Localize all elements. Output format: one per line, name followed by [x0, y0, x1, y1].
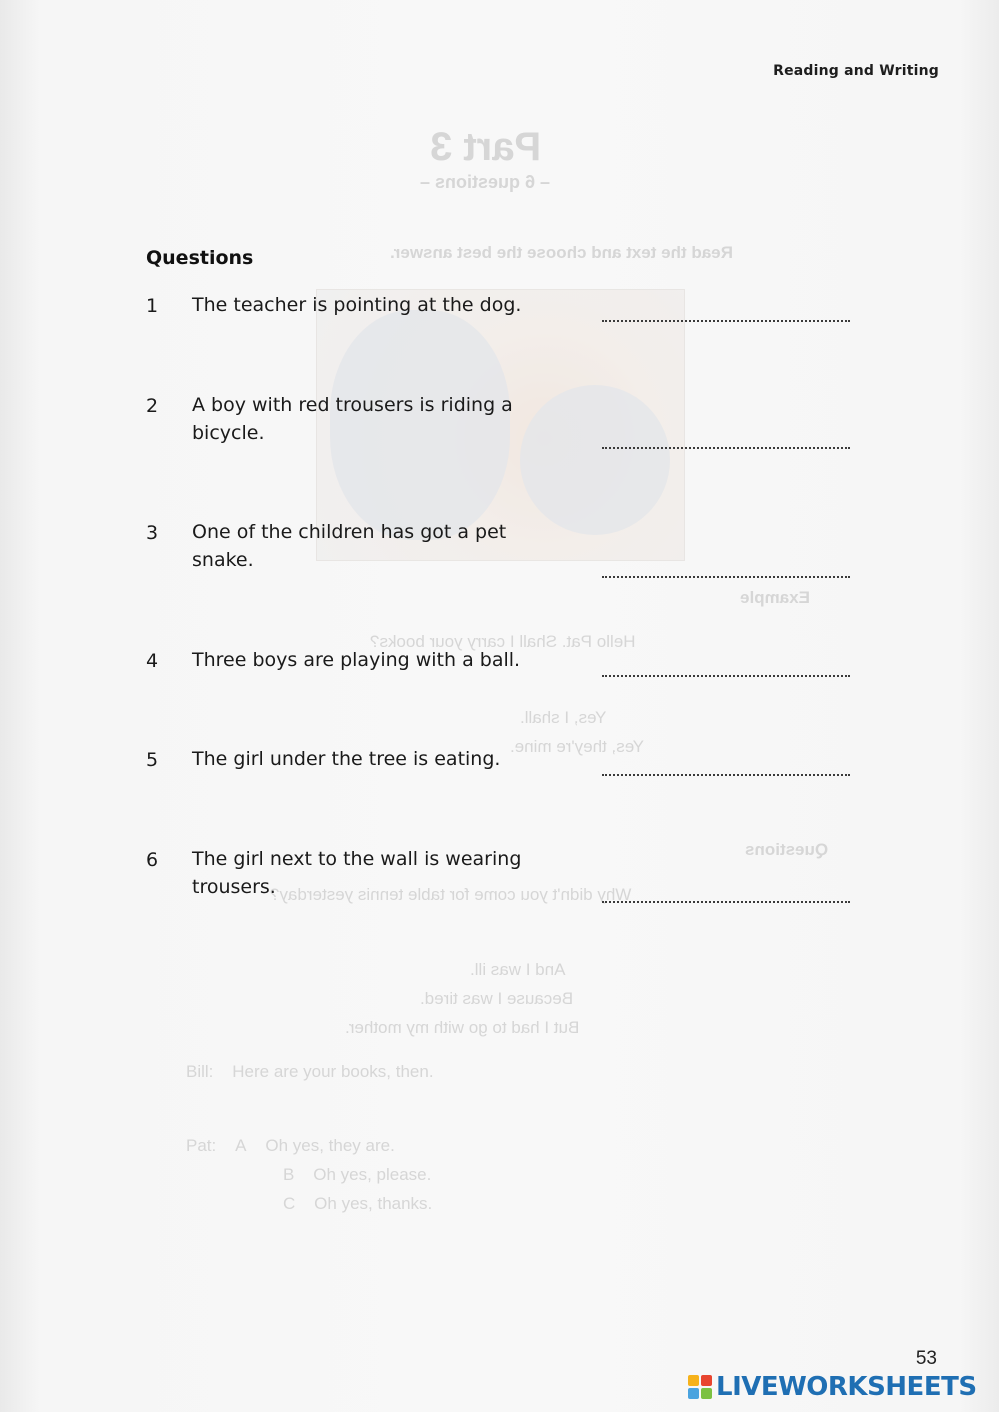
question-item [146, 650, 856, 730]
answer-field[interactable] [602, 320, 850, 322]
question-text: One of the children has got a pet snake. [192, 521, 507, 571]
liveworksheets-brand[interactable] [688, 1372, 977, 1402]
bleed-through-text: Because I was tired. [420, 989, 574, 1008]
bleed-through-text: Pat: A Oh yes, they are. [186, 1136, 395, 1155]
question-number: 3 [146, 522, 159, 544]
section-label: Reading and Writing [773, 63, 939, 79]
bleed-through-text: But I had to go with my mother. [345, 1018, 580, 1037]
answer-field[interactable] [602, 675, 850, 677]
bleed-through-text: Bill: Here are your books, then. [186, 1062, 434, 1081]
bleed-through-text: Example [740, 588, 810, 607]
bleed-through-text: Hello Pat. Shall I carry your books? [370, 632, 636, 651]
answer-field[interactable] [602, 901, 850, 903]
bleed-through-text: B Oh yes, please. [283, 1165, 432, 1184]
answer-field[interactable] [602, 774, 850, 776]
question-item [146, 749, 856, 829]
question-number: 2 [146, 395, 159, 417]
question-text: Three boys are playing with a ball. [192, 649, 521, 671]
bleed-through-text: Part 3 [430, 125, 542, 169]
bleed-through-text: – 6 questions – [420, 172, 551, 192]
bleed-through-text: Yes, they're mine. [510, 737, 644, 756]
question-text: A boy with red trousers is riding a bicycle. [192, 394, 513, 444]
bleed-through-text: C Oh yes, thanks. [283, 1194, 433, 1213]
page-number: 53 [915, 1348, 937, 1369]
question-number: 4 [146, 650, 159, 672]
question-item [146, 295, 856, 375]
liveworksheets-logo-icon [688, 1375, 712, 1399]
bleed-through-text: Why didn't you come for table tennis yesterday? [270, 885, 632, 904]
question-text: The teacher is pointing at the dog. [192, 294, 522, 316]
question-number: 5 [146, 749, 159, 771]
answer-field[interactable] [602, 576, 850, 578]
question-item [146, 849, 856, 929]
question-item [146, 395, 856, 475]
question-text: The girl under the tree is eating. [192, 748, 501, 770]
bleed-through-text: Read the text and choose the best answer. [390, 243, 733, 262]
brand-name: LIVEWORKSHEETS [716, 1372, 977, 1402]
question-number: 6 [146, 849, 159, 871]
questions-heading: Questions [146, 247, 254, 269]
question-number: 1 [146, 295, 159, 317]
answer-field[interactable] [602, 447, 850, 449]
bleed-through-text: Questions [745, 840, 829, 859]
question-item [146, 522, 856, 602]
question-text: The girl next to the wall is wearing trousers. [192, 848, 522, 898]
bleed-through-text: Yes, I shall. [520, 708, 607, 727]
bleed-through-text: And I was ill. [470, 960, 566, 979]
